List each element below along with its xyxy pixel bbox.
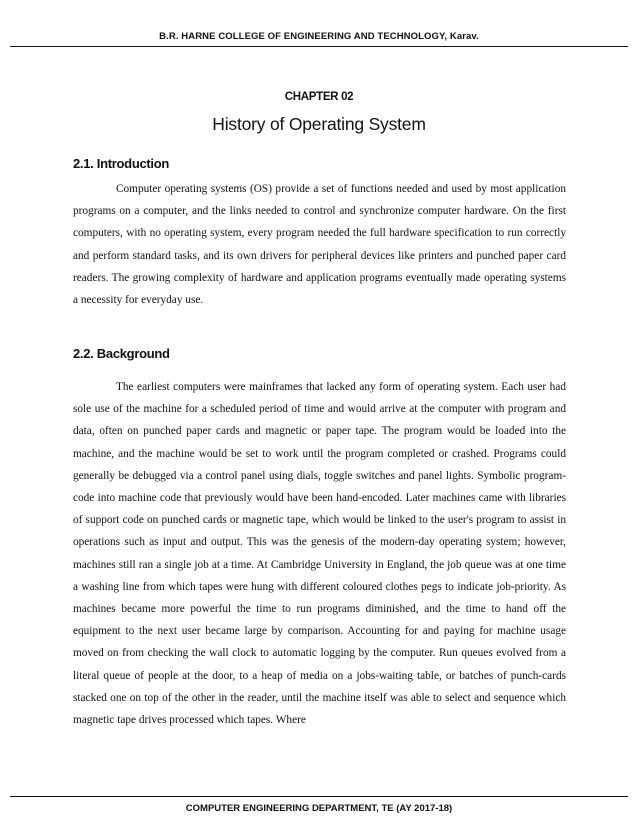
chapter-title: History of Operating System (212, 114, 426, 134)
running-footer: COMPUTER ENGINEERING DEPARTMENT, TE (AY 2017-18) (185, 803, 453, 814)
header-rule (10, 46, 628, 47)
chapter-label: CHAPTER 02 (284, 91, 354, 103)
background-paragraph: The earliest computers were mainframes that lacked any form of operating system. Each user had sole use of the machine for a scheduled period of time and would arrive at the computer with program and data, often on punched paper cards and magnetic or paper tape. The program would be loaded into the machine, and the machine would be set to work until the program completed or crashed. Programs could generally be debugged via a control panel using dials, toggle switches and panel lights. Symbolic program-code into machine code that previously would have been hand-encoded. Later machines came with libraries of support code on punched cards or magnetic tape, which would be linked to the user's program to assist in operations such as input and output. This was the genesis of the modern-day operating system; however, machines still ran a single job at a time. At Cambridge University in England, the job queue was at one time a washing line from which tapes were hung with different coloured clothes pegs to indicate job-priority. As machines became more powerful the time to run programs diminished, and the time to hand off the equipment to the next user became large by comparison. Accounting for and paying for machine usage moved on from checking the wall clock to automatic logging by the computer. Run queues evolved from a literal queue of people at the door, to a heap of media on a jobs-waiting table, or batches of punch-cards stacked one on top of the other in the reader, until the machine itself was able to select and sequence which magnetic tape drives processed which tapes. Where (73, 381, 566, 727)
footer-rule (10, 796, 628, 797)
section-heading-introduction: 2.1. Introduction (73, 156, 170, 171)
running-header: B.R. HARNE COLLEGE OF ENGINEERING AND TECHNOLOGY, Karav. (159, 31, 479, 42)
section-heading-background: 2.2. Background (73, 346, 170, 361)
introduction-paragraph: Computer operating systems (OS) provide a set of functions needed and used by most application programs on a computer, and the links needed to control and synchronize computer hardware. On the first computers, with no operating system, every program needed the full hardware specification to run correctly and perform standard tasks, and its own drivers for peripheral devices like printers and punched paper card readers. The growing complexity of hardware and application programs eventually made operating systems a necessity for everyday use. (73, 183, 566, 307)
